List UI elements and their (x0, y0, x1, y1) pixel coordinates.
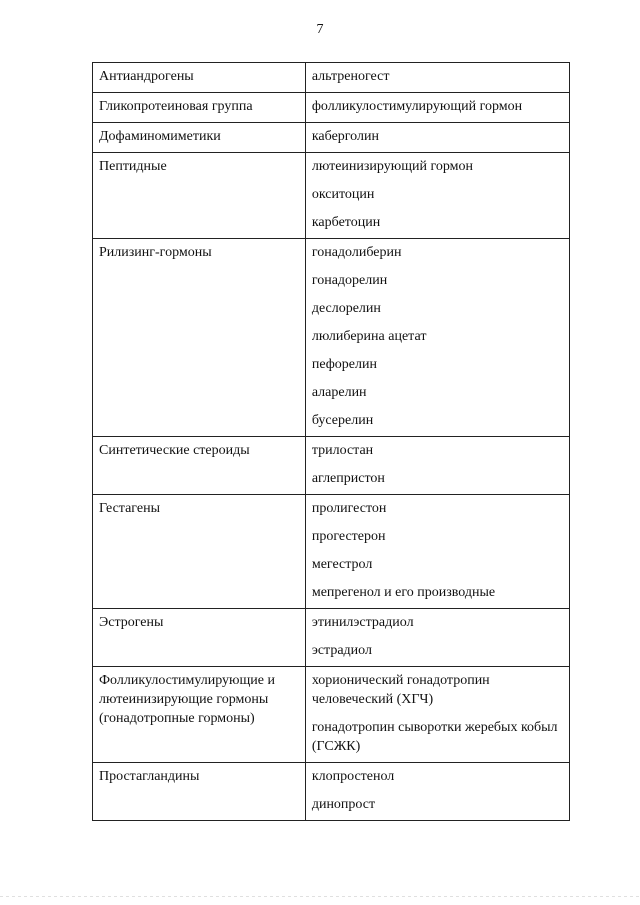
table-row (93, 437, 570, 495)
group-name-cell: Синтетические стероиды (93, 437, 306, 495)
group-name-cell: Дофаминомиметики (93, 123, 306, 153)
table-row (93, 667, 570, 763)
table-row (93, 93, 570, 123)
table-row (93, 239, 570, 437)
drug-name: гонадолиберин (311, 245, 402, 260)
group-name-cell: Гликопротеиновая группа (93, 93, 306, 123)
drug-name: фолликулостимулирующий гормон (311, 99, 523, 114)
drug-list (312, 97, 564, 116)
drug-list (312, 767, 564, 814)
table-body (93, 63, 570, 821)
drug-name: пролигестон (311, 501, 387, 516)
drug-list-cell (305, 437, 569, 495)
group-name-cell: Фолликулостимулирующие и лютеинизирующие гормоны (гонадотропные гормоны) (93, 667, 306, 763)
drug-name: бусерелин (311, 413, 374, 428)
drug-name: клопростенол (311, 769, 395, 784)
drug-name: пефорелин (311, 357, 377, 372)
drug-list-cell (305, 63, 569, 93)
group-name-cell: Простагландины (93, 763, 306, 821)
drug-list-cell (305, 609, 569, 667)
drug-list (312, 243, 564, 430)
drug-list-cell (305, 153, 569, 239)
group-name-cell: Гестагены (93, 495, 306, 609)
drug-name: трилостан (311, 443, 374, 458)
drug-name: гонадотропин сыворотки жеребых кобыл (ГСЖК) (311, 720, 558, 754)
drug-name: деслорелин (311, 301, 381, 316)
scan-edge-divider (0, 896, 640, 897)
drug-name: люлиберина ацетат (311, 329, 427, 344)
drug-list (312, 499, 564, 602)
drug-name: эстрадиол (311, 643, 372, 658)
drug-name: прогестерон (311, 529, 386, 544)
page-number: 7 (316, 22, 324, 37)
drug-list (312, 613, 564, 660)
drug-name: аглепристон (311, 471, 385, 486)
drug-list (312, 671, 564, 756)
drug-list-cell (305, 667, 569, 763)
drug-name: динопрост (311, 797, 376, 812)
drug-name: гонадорелин (311, 273, 388, 288)
drug-name: каберголин (311, 129, 379, 144)
table-row (93, 763, 570, 821)
drug-name: мепрегенол и его производные (311, 585, 496, 600)
drug-list (312, 67, 564, 86)
drug-name: лютеинизирующий гормон (311, 159, 473, 174)
drug-name: мегестрол (311, 557, 373, 572)
drug-name: карбетоцин (311, 215, 381, 230)
table-row (93, 495, 570, 609)
group-name-cell: Эстрогены (93, 609, 306, 667)
drug-classification-table (92, 62, 570, 821)
table-row (93, 609, 570, 667)
drug-list-cell (305, 93, 569, 123)
drug-list-cell (305, 239, 569, 437)
table-row (93, 63, 570, 93)
drug-list (312, 157, 564, 232)
drug-name: аларелин (311, 385, 367, 400)
drug-list-cell (305, 123, 569, 153)
drug-list (312, 441, 564, 488)
table-row (93, 153, 570, 239)
drug-list (312, 127, 564, 146)
drug-name: альтреногест (311, 69, 390, 84)
group-name-cell: Рилизинг-гормоны (93, 239, 306, 437)
drug-name: окситоцин (311, 187, 375, 202)
drug-name: хорионический гонадотропин человеческий (ХГЧ) (311, 673, 490, 707)
table-row (93, 123, 570, 153)
drug-list-cell (305, 495, 569, 609)
drug-name: этинилэстрадиол (311, 615, 414, 630)
group-name-cell: Антиандрогены (93, 63, 306, 93)
drug-list-cell (305, 763, 569, 821)
group-name-cell: Пептидные (93, 153, 306, 239)
